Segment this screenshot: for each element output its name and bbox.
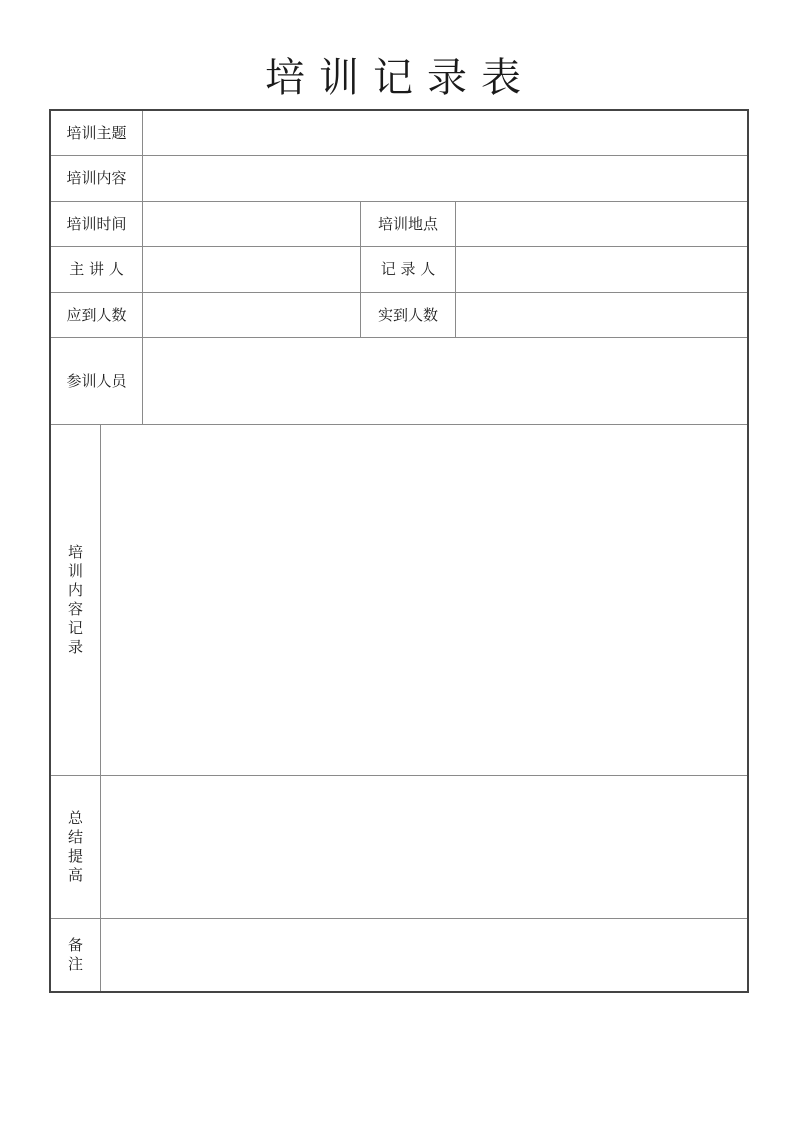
content-record-label-text: 培训内容记录 [67,543,83,656]
speaker-label: 主 讲 人 [69,260,124,278]
expected-count-field[interactable] [143,293,360,337]
location-field[interactable] [456,202,747,246]
summary-field[interactable] [101,776,747,918]
remarks-label-text: 备注 [67,936,83,973]
expected-count-label: 应到人数 [66,305,127,324]
summary-label [51,776,100,918]
time-field[interactable] [143,202,360,246]
summary-label-text: 总结提高 [67,809,83,884]
content-label: 培训内容 [66,169,127,187]
content-record-field[interactable] [101,425,747,775]
remarks-label [51,919,100,991]
time-label: 培训时间 [66,214,127,233]
participants-label: 参训人员 [66,371,127,390]
recorder-field[interactable] [456,247,747,292]
actual-count-field[interactable] [456,293,747,337]
topic-label: 培训主题 [66,123,127,142]
actual-count-label: 实到人数 [377,305,438,324]
speaker-field[interactable] [143,247,360,292]
training-record-form [49,109,749,993]
page-title: 培训记录表 [265,55,535,101]
topic-field[interactable] [143,111,747,155]
recorder-label: 记 录 人 [380,260,436,278]
location-label: 培训地点 [377,214,438,233]
remarks-field[interactable] [101,919,747,991]
content-record-label [51,425,100,775]
participants-field[interactable] [143,338,747,424]
content-field[interactable] [143,156,747,201]
